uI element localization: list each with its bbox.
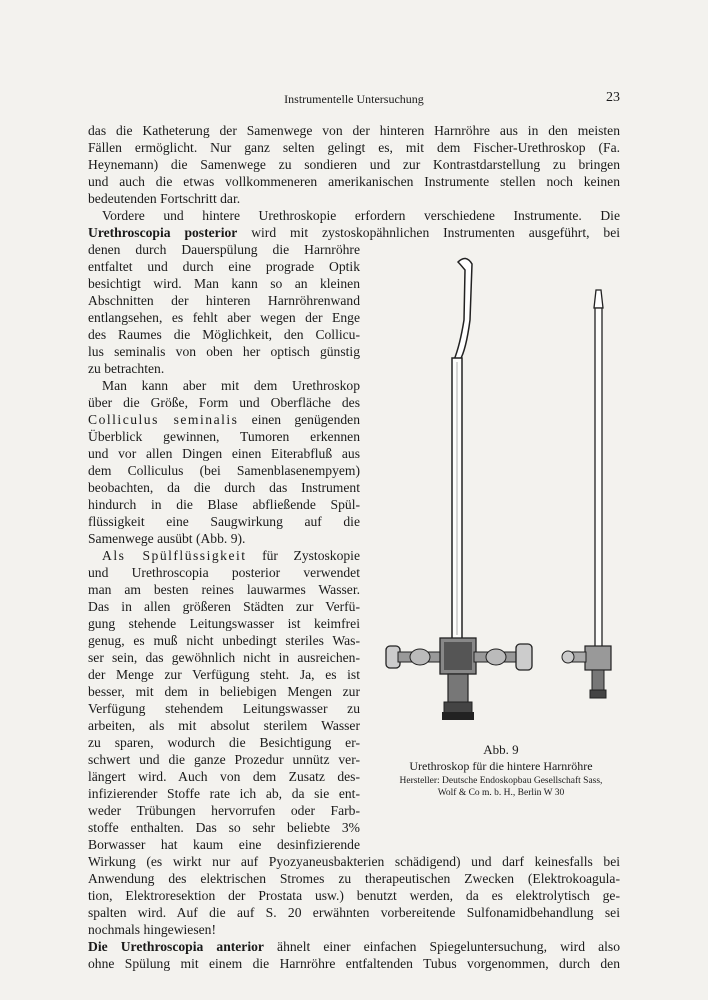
text-line: ser sein, das gewöhnlich nicht in ausreichen- <box>88 650 360 665</box>
text-line: das die Katheterung der Samenwege von der hinteren Harnröhre aus in den meisten <box>88 123 620 138</box>
text-line: über die Größe, Form und Oberfläche des <box>88 395 360 410</box>
text-line: denen durch Dauerspülung die Harnröhre <box>88 242 360 257</box>
urethroscope-illustration <box>380 250 620 740</box>
text-line: bedeutenden Fortschritt dar. <box>88 191 241 206</box>
emphasis-spuelfluessigkeit: Als Spülflüssigkeit <box>102 548 247 563</box>
text-line: hindurch in die Blase abfließende Spül- <box>88 497 360 512</box>
text-line: gung stehende Leitungswasser ist keimfrei <box>88 616 360 631</box>
text-line: Fällen ermöglicht. Nur ganz selten gelingt es, mit dem Fischer-Urethroskop (Fa. <box>88 140 620 155</box>
emphasis-urethroscopia-anterior: Die Urethroscopia anterior <box>88 939 264 954</box>
text-line: lus seminalis von oben her optisch günstig <box>88 344 360 359</box>
text-line: weder Trübungen hervorrufen oder Farb- <box>88 803 360 818</box>
running-title: Instrumentelle Untersuchung <box>284 92 424 106</box>
text-line: spalten wird. Auf die auf S. 20 erwähnten vorbereitende Sulfonamidbehandlung sei <box>88 905 620 920</box>
text-line: Das in allen größeren Städten zur Verfü- <box>88 599 360 614</box>
text-line: und vor allen Dingen einen Eiterabfluß aus <box>88 446 360 461</box>
text-line: entfaltet und durch eine prograde Optik <box>88 259 360 274</box>
text-line: Die Urethroscopia anterior ähnelt einer einfachen Spiegeluntersuchung, wird also <box>88 939 620 954</box>
running-header <box>88 90 620 110</box>
text-line: beobachten, da die durch das Instrument <box>88 480 360 495</box>
figure-maker-line-2: Wolf & Co m. b. H., Berlin W 30 <box>437 788 565 798</box>
text-line: zu sparen, wodurch die Besichtigung er- <box>88 735 360 750</box>
text-line: genug, es muß nicht unbedingt steriles Was- <box>88 633 360 648</box>
text-line: Colliculus seminalis einen genügenden <box>88 412 360 427</box>
text-line: Samenwege ausübt (Abb. 9). <box>88 531 246 546</box>
text-line: arbeiten, als mit absolut sterilem Wasser <box>88 718 360 733</box>
emphasis-colliculus-seminalis: Colliculus seminalis <box>88 412 239 427</box>
text-line: Man kann aber mit dem Urethroskop <box>102 378 360 393</box>
text-line: schwert und die ganze Prozedur unnütz ver- <box>88 752 360 767</box>
text-line: flüssigkeit eine Saugwirkung auf die <box>88 514 360 529</box>
text-line: der Menge zur Verfügung steht. Ja, es ist <box>88 667 360 682</box>
text-line: Überblick gewinnen, Tumoren erkennen <box>88 429 360 444</box>
text-line: besser, mit dem in beliebigen Mengen zur <box>88 684 360 699</box>
text-line: ohne Spülung mit einem die Harnröhre entfaltenden Tubus vorgenommen, durch den <box>88 956 620 971</box>
text-line: Als Spülflüssigkeit für Zystoskopie <box>102 548 360 563</box>
text-line: Anwendung des elektrischen Stromes zu therapeutischen Zwecken (Elektrokoagula- <box>88 871 620 886</box>
text-line: tion, Elektroresektion der Prostata usw.) benutzt werden, da es elektrolytisch ge- <box>88 888 620 903</box>
text-line: und Urethroscopia posterior verwendet <box>88 565 360 580</box>
text-line: man am besten reines lauwarmes Wasser. <box>88 582 360 597</box>
text-line: Vordere und hintere Urethroskopie erfordern verschiedene Instrumente. Die <box>102 208 620 223</box>
text-line: stoffe enthalten. Das so sehr beliebte 3% <box>88 820 360 835</box>
text-line: Verfügung stehendem Leitungswasser zu <box>88 701 360 716</box>
figure-caption: Urethroskop für die hintere Harnröhre <box>409 759 593 773</box>
text-line: zu betrachten. <box>88 361 165 376</box>
text-line: nochmals hingewiesen! <box>88 922 216 937</box>
page-number: 23 <box>606 90 620 105</box>
figure-label: Abb. 9 <box>483 742 519 757</box>
text-line: Wirkung (es wirkt nur auf Pyozyaneusbakterien schädigend) und darf keinesfalls bei <box>88 854 620 869</box>
text-line: Abschnitten der hinteren Harnröhrenwand <box>88 293 360 308</box>
text-line: besichtigt wird. Man kann so an kleinen <box>88 276 360 291</box>
text-line: infizierender Stoffe rate ich ab, da sie ent- <box>88 786 360 801</box>
text-line: des Raumes die Möglichkeit, den Collicu- <box>88 327 360 342</box>
text-line: längert wird. Auch von dem Zusatz des- <box>88 769 360 784</box>
text-line: entlangsehen, es fehlt aber wegen der Enge <box>88 310 360 325</box>
text-line: Urethroscopia posterior wird mit zystoskopähnlichen Instrumenten ausgeführt, bei <box>88 225 621 240</box>
text-line: Heynemann) die Samenwege zu sondieren und zur Kontrastdarstellung zu bringen <box>88 157 620 172</box>
figure-maker-line-1: Hersteller: Deutsche Endoskopbau Gesellschaft Sass, <box>399 776 603 786</box>
text-line: und auch die etwas vollkommeneren amerikanischen Instrumente stellen noch keinen <box>88 174 620 189</box>
emphasis-urethroscopia-posterior: Urethroscopia posterior <box>88 225 238 240</box>
text-line: Borwasser hat kaum eine desinfizierende <box>88 837 360 852</box>
text-line: dem Colliculus (bei Samenblasenempyem) <box>88 463 360 478</box>
